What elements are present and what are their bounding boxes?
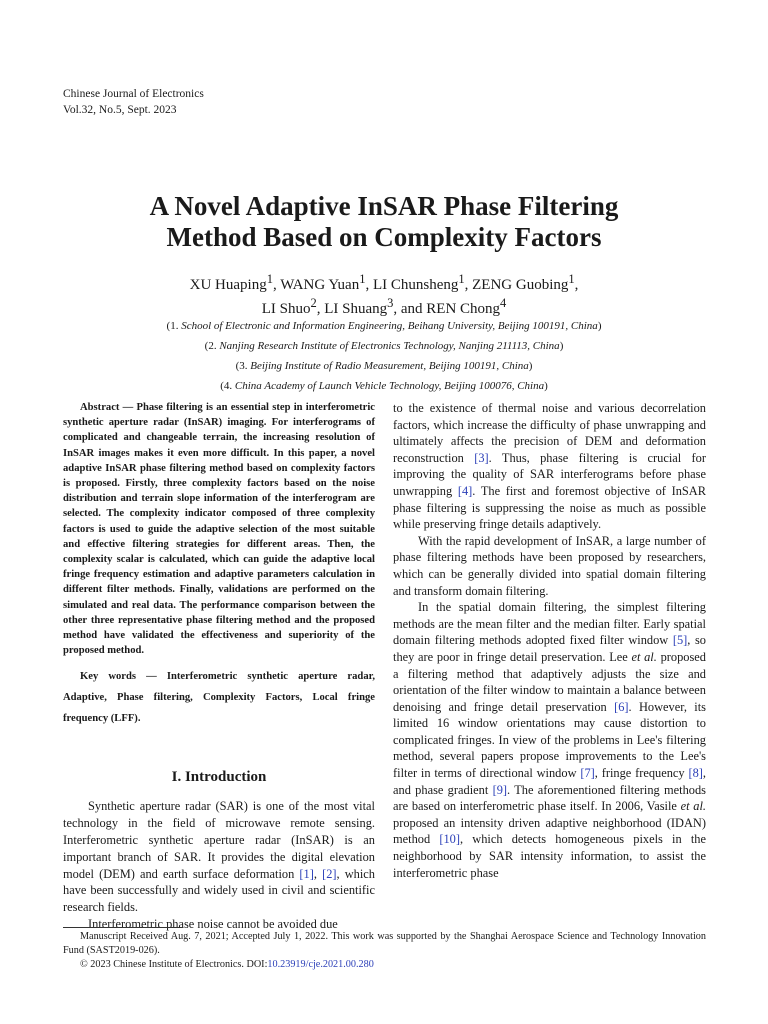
author-affil-mark: 3 (387, 296, 394, 310)
paragraph-text: , and phase gradient (393, 766, 707, 797)
footnote (63, 930, 706, 972)
affiliation-text: China Academy of Launch Vehicle Technology, Beijing 100076, China (234, 380, 545, 392)
footnote-divider (63, 927, 183, 928)
abstract-text: Phase filtering is an essential step in interferometric synthetic aperture radar (InSAR) imaging. For interferograms of complicated and changeable terrain, the increasing resolution of InSAR images makes it even more difficult. In this paper, a novel adaptive InSAR phase filtering method based on complexity factors is proposed. Firstly, three complexity factors based on the noise distribution and terrain slope information of the interferogram are selected. The complexity indicator composed of three complexity factors is used to guide the adaptive selection of the most suitable and effective filtering strategies for different areas. Then, the complexity scalar is calculated, which can guide the adaptive local fringe frequency estimation and adaptive parameters calculation in different filter methods. Finally, validations are performed on the simulated and real data. The performance comparison between the other three representative phase filtering method and the proposed method have validated the effectiveness and superiority of the proposed method. (63, 402, 376, 657)
paragraph (393, 400, 706, 533)
affiliation-number: 3 (239, 360, 245, 372)
footnote-manuscript: Manuscript Received Aug. 7, 2021; Accepted July 1, 2022. This work was supported by the Shanghai Aerospace Science and Technology Innovation Fund (SAST2019-026). (63, 931, 706, 956)
paragraph-text: et al. (631, 649, 657, 664)
copyright-text: © 2023 Chinese Institute of Electronics. DOI: (80, 959, 268, 970)
author-affil-mark: 1 (266, 272, 273, 286)
author-affil-mark: 1 (568, 272, 575, 286)
paragraph-text: . The first and foremost objective of InSAR phase filtering is suppressing the noise as much as possible while preserving fringe details adaptively. (393, 483, 706, 532)
author-name: REN Chong (426, 301, 501, 317)
author-name: XU Huaping (189, 277, 267, 293)
abstract (63, 400, 375, 658)
author-name: LI Shuang (324, 301, 388, 317)
doi-link[interactable]: 10.23919/cje.2021.00.280 (267, 959, 374, 970)
paragraph-text: . The aforementioned filtering methods are based on interferometric phase itself. In 2006, Vasile (393, 782, 706, 814)
citation-link[interactable]: [1] (299, 866, 314, 881)
author-name: WANG Yuan (280, 277, 360, 293)
keywords-text: Interferometric synthetic aperture radar, Adaptive, Phase filtering, Complexity Factors, Local fringe frequency (LFF). (63, 671, 375, 725)
affiliation-item: (3. Beijing Institute of Radio Measurement, Beijing 100191, China) (235, 360, 533, 372)
journal-volume: Vol.32, No.5, Sept. 2023 (63, 104, 177, 116)
affiliation-number: 2 (208, 340, 214, 352)
citation-link[interactable]: [8] (688, 766, 703, 781)
paragraph-text: , so they are poor in fringe detail preservation. Lee (393, 633, 706, 664)
affiliation-item: (2. Nanjing Research Institute of Electronics Technology, Nanjing 211113, China) (204, 340, 564, 352)
paragraph-text: , (313, 866, 323, 881)
author-name: ZENG Guobing (472, 277, 569, 293)
citation-link[interactable]: [9] (492, 782, 508, 797)
keywords-label: Key words — (80, 671, 167, 683)
footnote-copyright (63, 958, 706, 972)
keywords (63, 666, 375, 729)
paragraph-text: . Thus, phase filtering is crucial for improving the quality of SAR interferograms before phase unwrapping (393, 450, 706, 498)
affiliation-item: (1. School of Electronic and Information Engineering, Beihang University, Beijing 100191, China) (166, 320, 602, 332)
paragraph-text: Synthetic aperture radar (SAR) is one of the most vital technology in the field of microwave remote sensing. Interferometric synthetic aperture radar (InSAR) is an important branch of SAR. It provides the digital elevation model (DEM) and earth surface deformation (63, 799, 375, 881)
citation-link[interactable]: [4] (457, 483, 473, 498)
section-heading: I. Introduction (171, 769, 267, 786)
citation-link[interactable]: [3] (474, 450, 489, 465)
right-column (393, 400, 706, 881)
citation-link[interactable]: [5] (672, 633, 688, 648)
paragraph-text: to the existence of thermal noise and various decorrelation factors, which increase the difficulty of phase unwrapping and ultimately affects the precision of DEM and deformation reconstruction (393, 401, 706, 465)
affiliation-text: Nanjing Research Institute of Electronics Technology, Nanjing 211113, China (219, 340, 560, 352)
paragraph: With the rapid development of InSAR, a large number of phase filtering methods have been proposed by researchers, which can be generally divided into spatial domain filtering and transform domain filtering. (393, 533, 706, 598)
author-affil-mark: 1 (359, 272, 366, 286)
affiliation-list (0, 316, 768, 396)
affiliation-text: Beijing Institute of Radio Measurement, Beijing 100191, China (250, 360, 529, 372)
affiliation-number: 1 (170, 320, 176, 332)
affiliation-number: 4 (223, 380, 230, 392)
author-line-1: XU Huaping$^1$, WANG Yuan$^1$, LI Chunsheng$^1$, ZENG Guobing$^1$, (189, 272, 579, 293)
paper-title (0, 191, 768, 253)
author-line-2: LI Shuo$^2$, LI Shuang$^3$, and REN Chong$^4$ (261, 296, 507, 317)
paragraph-text: , which have been successfully and widely used in civil and scientific research fields. (63, 866, 376, 915)
paragraph: Interferometric phase noise cannot be avoided due (88, 917, 338, 932)
paragraph-text: In the spatial domain filtering, the simplest filtering methods are the mean filter and the median filter. Early spatial domain filtering methods adopted fixed filter window (393, 600, 706, 648)
author-affil-mark: 2 (310, 296, 317, 310)
citation-link[interactable]: [7] (580, 766, 595, 781)
journal-header (63, 86, 204, 118)
paragraph-text: , which detects homogeneous pixels in the neighborhood by SAR intensity information, to assist the interferometric phase (393, 832, 706, 880)
paragraph-text: proposed a filtering method that adaptively adjusts the size and orientation of the filter window to maintain a balance between denoising and fringe detail preservation (393, 649, 706, 714)
paragraph-text: . However, its limited 16 window orientations may cause distortion to complicated fringes. In view of the problems in Lee's filtering method, several papers propose improvements to the Lee's filter in terms of directional window (393, 699, 706, 781)
citation-link[interactable]: [10] (439, 832, 460, 847)
author-name: LI Shuo (261, 301, 311, 317)
author-list (0, 270, 768, 318)
author-name: LI Chunsheng (372, 277, 459, 293)
paragraph-text: , fringe frequency (594, 766, 689, 781)
citation-link[interactable]: [2] (322, 866, 337, 881)
title-line-1: A Novel Adaptive InSAR Phase Filtering (149, 191, 619, 221)
title-line-2: Method Based on Complexity Factors (166, 222, 602, 252)
journal-name: Chinese Journal of Electronics (63, 88, 204, 100)
paragraph (63, 798, 375, 916)
affiliation-item: (4. China Academy of Launch Vehicle Technology, Beijing 100076, China) (220, 380, 548, 392)
left-column (63, 400, 375, 933)
author-affil-mark: 1 (458, 272, 465, 286)
affiliation-text: School of Electronic and Information Engineering, Beihang University, Beijing 100191, China (181, 320, 598, 332)
citation-link[interactable]: [6] (614, 699, 629, 714)
paragraph-text: proposed an intensity driven adaptive neighborhood (IDAN) method (393, 815, 706, 847)
author-affil-mark: 4 (500, 296, 507, 310)
paragraph-text: et al. (680, 799, 706, 814)
abstract-label: Abstract — (80, 402, 137, 413)
paragraph (393, 599, 706, 881)
